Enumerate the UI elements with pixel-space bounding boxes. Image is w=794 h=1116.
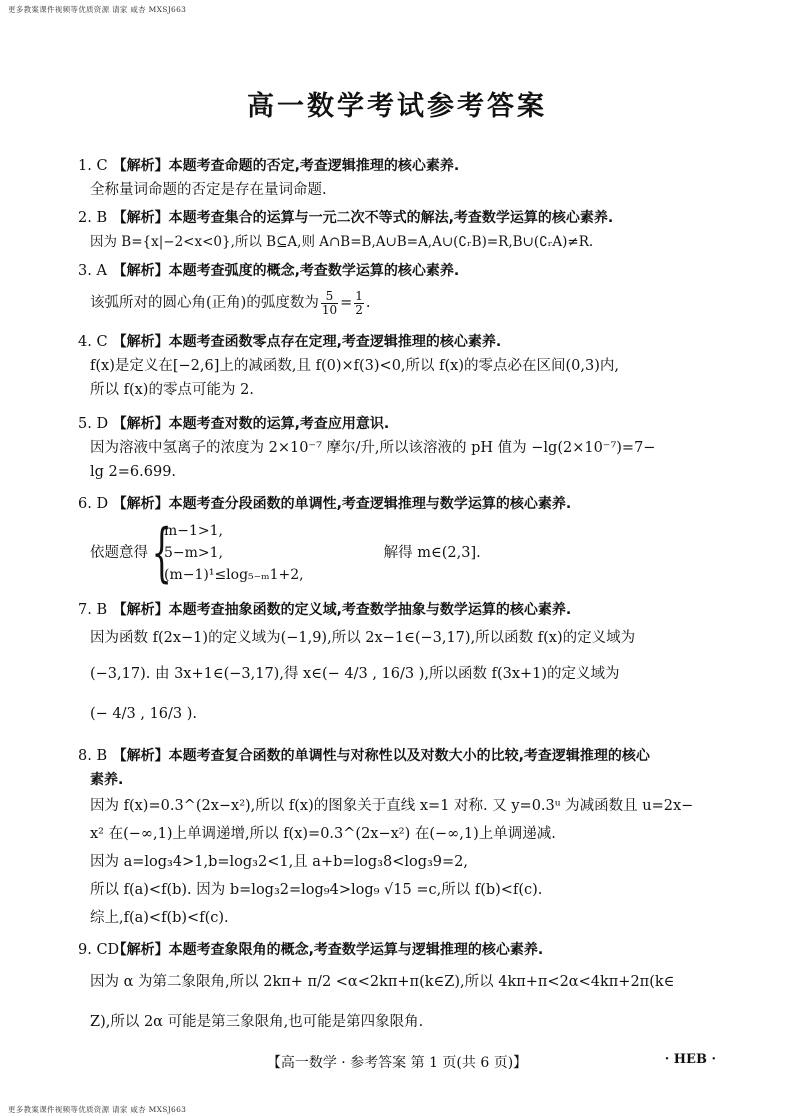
question-description: 本题考查抽象函数的定义域,考查数学抽象与数学运算的核心素养.: [168, 602, 572, 618]
analysis-tag: 【解析】: [112, 416, 169, 432]
fraction: $\frac{1}{2}$: [355, 288, 363, 317]
equation-system: [148, 516, 304, 590]
answer-line: 因为 a=log₃4>1,b=log₃2<1,且 a+b=log₃8<log₃9=2,: [90, 854, 469, 870]
answer-line: [78, 516, 728, 590]
answer-line: lg 2=6.699.: [90, 464, 177, 480]
answer-text: 该弧所对的圆心角(正角)的弧度数为: [90, 295, 319, 311]
system-row: 5−m>1,: [164, 545, 224, 561]
answer-line: 所以 f(a)<f(b). 因为 b=log₃2=log₉4>log₉ √15 =c,所以 f(b)<f(c).: [90, 882, 543, 898]
answer-line: 因为溶液中氢离子的浓度为 2×10⁻⁷ 摩尔/升,所以该溶液的 pH 值为 −lg(2×10⁻⁷)=7−: [90, 440, 656, 456]
answer-line: (− 4/3 , 16/3 ).: [90, 706, 198, 722]
question-number: 7. B: [78, 602, 108, 618]
answer-line: 因为 α 为第二象限角,所以 2kπ+ π/2 <α<2kπ+π(k∈Z),所以 4kπ+π<2α<4kπ+2π(k∈: [90, 974, 675, 990]
question-8: [78, 744, 728, 932]
answer-line: 综上,f(a)<f(b)<f(c).: [90, 910, 229, 926]
question-5: [78, 412, 728, 484]
answer-line: Z),所以 2α 可能是第三象限角,也可能是第四象限角.: [90, 1014, 424, 1030]
question-3: [78, 259, 728, 323]
analysis-tag: 【解析】: [112, 602, 169, 618]
answer-line: f(x)是定义在[−2,6]上的减函数,且 f(0)×f(3)<0,所以 f(x)的零点必在区间(0,3)内,: [90, 358, 619, 374]
question-6: [78, 492, 728, 590]
question-number: 5. D: [78, 416, 109, 432]
question-number: 3. A: [78, 263, 107, 279]
question-description: 本题考查函数零点存在定理,考查逻辑推理的核心素养.: [168, 334, 502, 350]
page-footer: 【高一数学 · 参考答案 第 1 页(共 6 页)】: [266, 1055, 528, 1071]
answer-line: 全称量词命题的否定是存在量词命题.: [90, 182, 327, 198]
analysis-tag: 【解析】: [112, 942, 169, 958]
brace-icon: {: [151, 516, 172, 590]
analysis-tag: 【解析】: [112, 263, 169, 279]
system-row: m−1>1,: [164, 523, 224, 539]
question-number: 6. D: [78, 496, 109, 512]
answer-line: 因为函数 f(2x−1)的定义域为(−1,9),所以 2x−1∈(−3,17),所以函数 f(x)的定义域为: [90, 630, 636, 646]
answer-line: 因为 B={x|−2<x<0},所以 B⊆A,则 A∩B=B,A∪B=A,A∪(∁ᵣB)=R,B∪(∁ᵣA)≠R.: [90, 234, 594, 250]
question-1: [78, 154, 728, 202]
question-description: 本题考查象限角的概念,考查数学运算与逻辑推理的核心素养.: [168, 942, 544, 958]
question-9: [78, 938, 728, 1042]
question-description: 本题考查复合函数的单调性与对称性以及对数大小的比较,考查逻辑推理的核心: [168, 748, 650, 764]
question-4: [78, 330, 728, 402]
answer-suffix: 解得 m∈(2,3].: [383, 545, 481, 561]
answer-line: 所以 f(x)的零点可能为 2.: [90, 382, 254, 398]
question-description: 本题考查弧度的概念,考查数学运算的核心素养.: [168, 263, 460, 279]
page-title: 高一数学考试参考答案: [247, 91, 547, 122]
question-number: 2. B: [78, 210, 108, 226]
fraction: $\frac{5}{10}$: [321, 288, 338, 317]
footer-badge: · HEB ·: [664, 1052, 716, 1067]
watermark-bottom: 更多教案课件视频等优质资源 请家 咸杏 MXSJ663: [8, 1105, 187, 1114]
analysis-tag: 【解析】: [112, 158, 169, 174]
watermark-top: 更多教案课件视频等优质资源 请家 咸杏 MXSJ663: [8, 5, 187, 14]
analysis-tag: 【解析】: [112, 334, 169, 350]
answer-prefix: 依题意得: [90, 545, 148, 561]
answer-line: x² 在(−∞,1)上单调递增,所以 f(x)=0.3^(2x−x²) 在(−∞,1)上单调递减.: [90, 826, 556, 842]
question-description: 本题考查分段函数的单调性,考查逻辑推理与数学运算的核心素养.: [168, 496, 572, 512]
answer-line: 该弧所对的圆心角(正角)的弧度数为 $\frac{5}{10}$ = $\frac{1}{2}$ .: [90, 288, 371, 317]
question-number: 4. C: [78, 334, 108, 350]
question-description: 本题考查集合的运算与一元二次不等式的解法,考查数学运算的核心素养.: [168, 210, 614, 226]
system-row: (m−1)¹≤log₅₋ₘ1+2,: [164, 567, 304, 583]
question-number: 1. C: [78, 158, 108, 174]
answer-line: 因为 f(x)=0.3^(2x−x²),所以 f(x)的图象关于直线 x=1 对称. 又 y=0.3ᵘ 为减函数且 u=2x−: [90, 798, 694, 814]
analysis-tag: 【解析】: [112, 210, 169, 226]
question-number: 8. B: [78, 748, 108, 764]
question-description: 本题考查对数的运算,考查应用意识.: [168, 416, 390, 432]
question-description: 本题考查命题的否定,考查逻辑推理的核心素养.: [168, 158, 460, 174]
analysis-tag: 【解析】: [112, 496, 169, 512]
question-description-cont: 素养.: [90, 772, 124, 788]
analysis-tag: 【解析】: [112, 748, 169, 764]
question-2: [78, 206, 728, 254]
question-7: [78, 598, 728, 734]
answer-line: (−3,17). 由 3x+1∈(−3,17),得 x∈(− 4/3 , 16/3 ),所以函数 f(3x+1)的定义域为: [90, 666, 620, 682]
question-number: 9. CD: [78, 942, 120, 958]
